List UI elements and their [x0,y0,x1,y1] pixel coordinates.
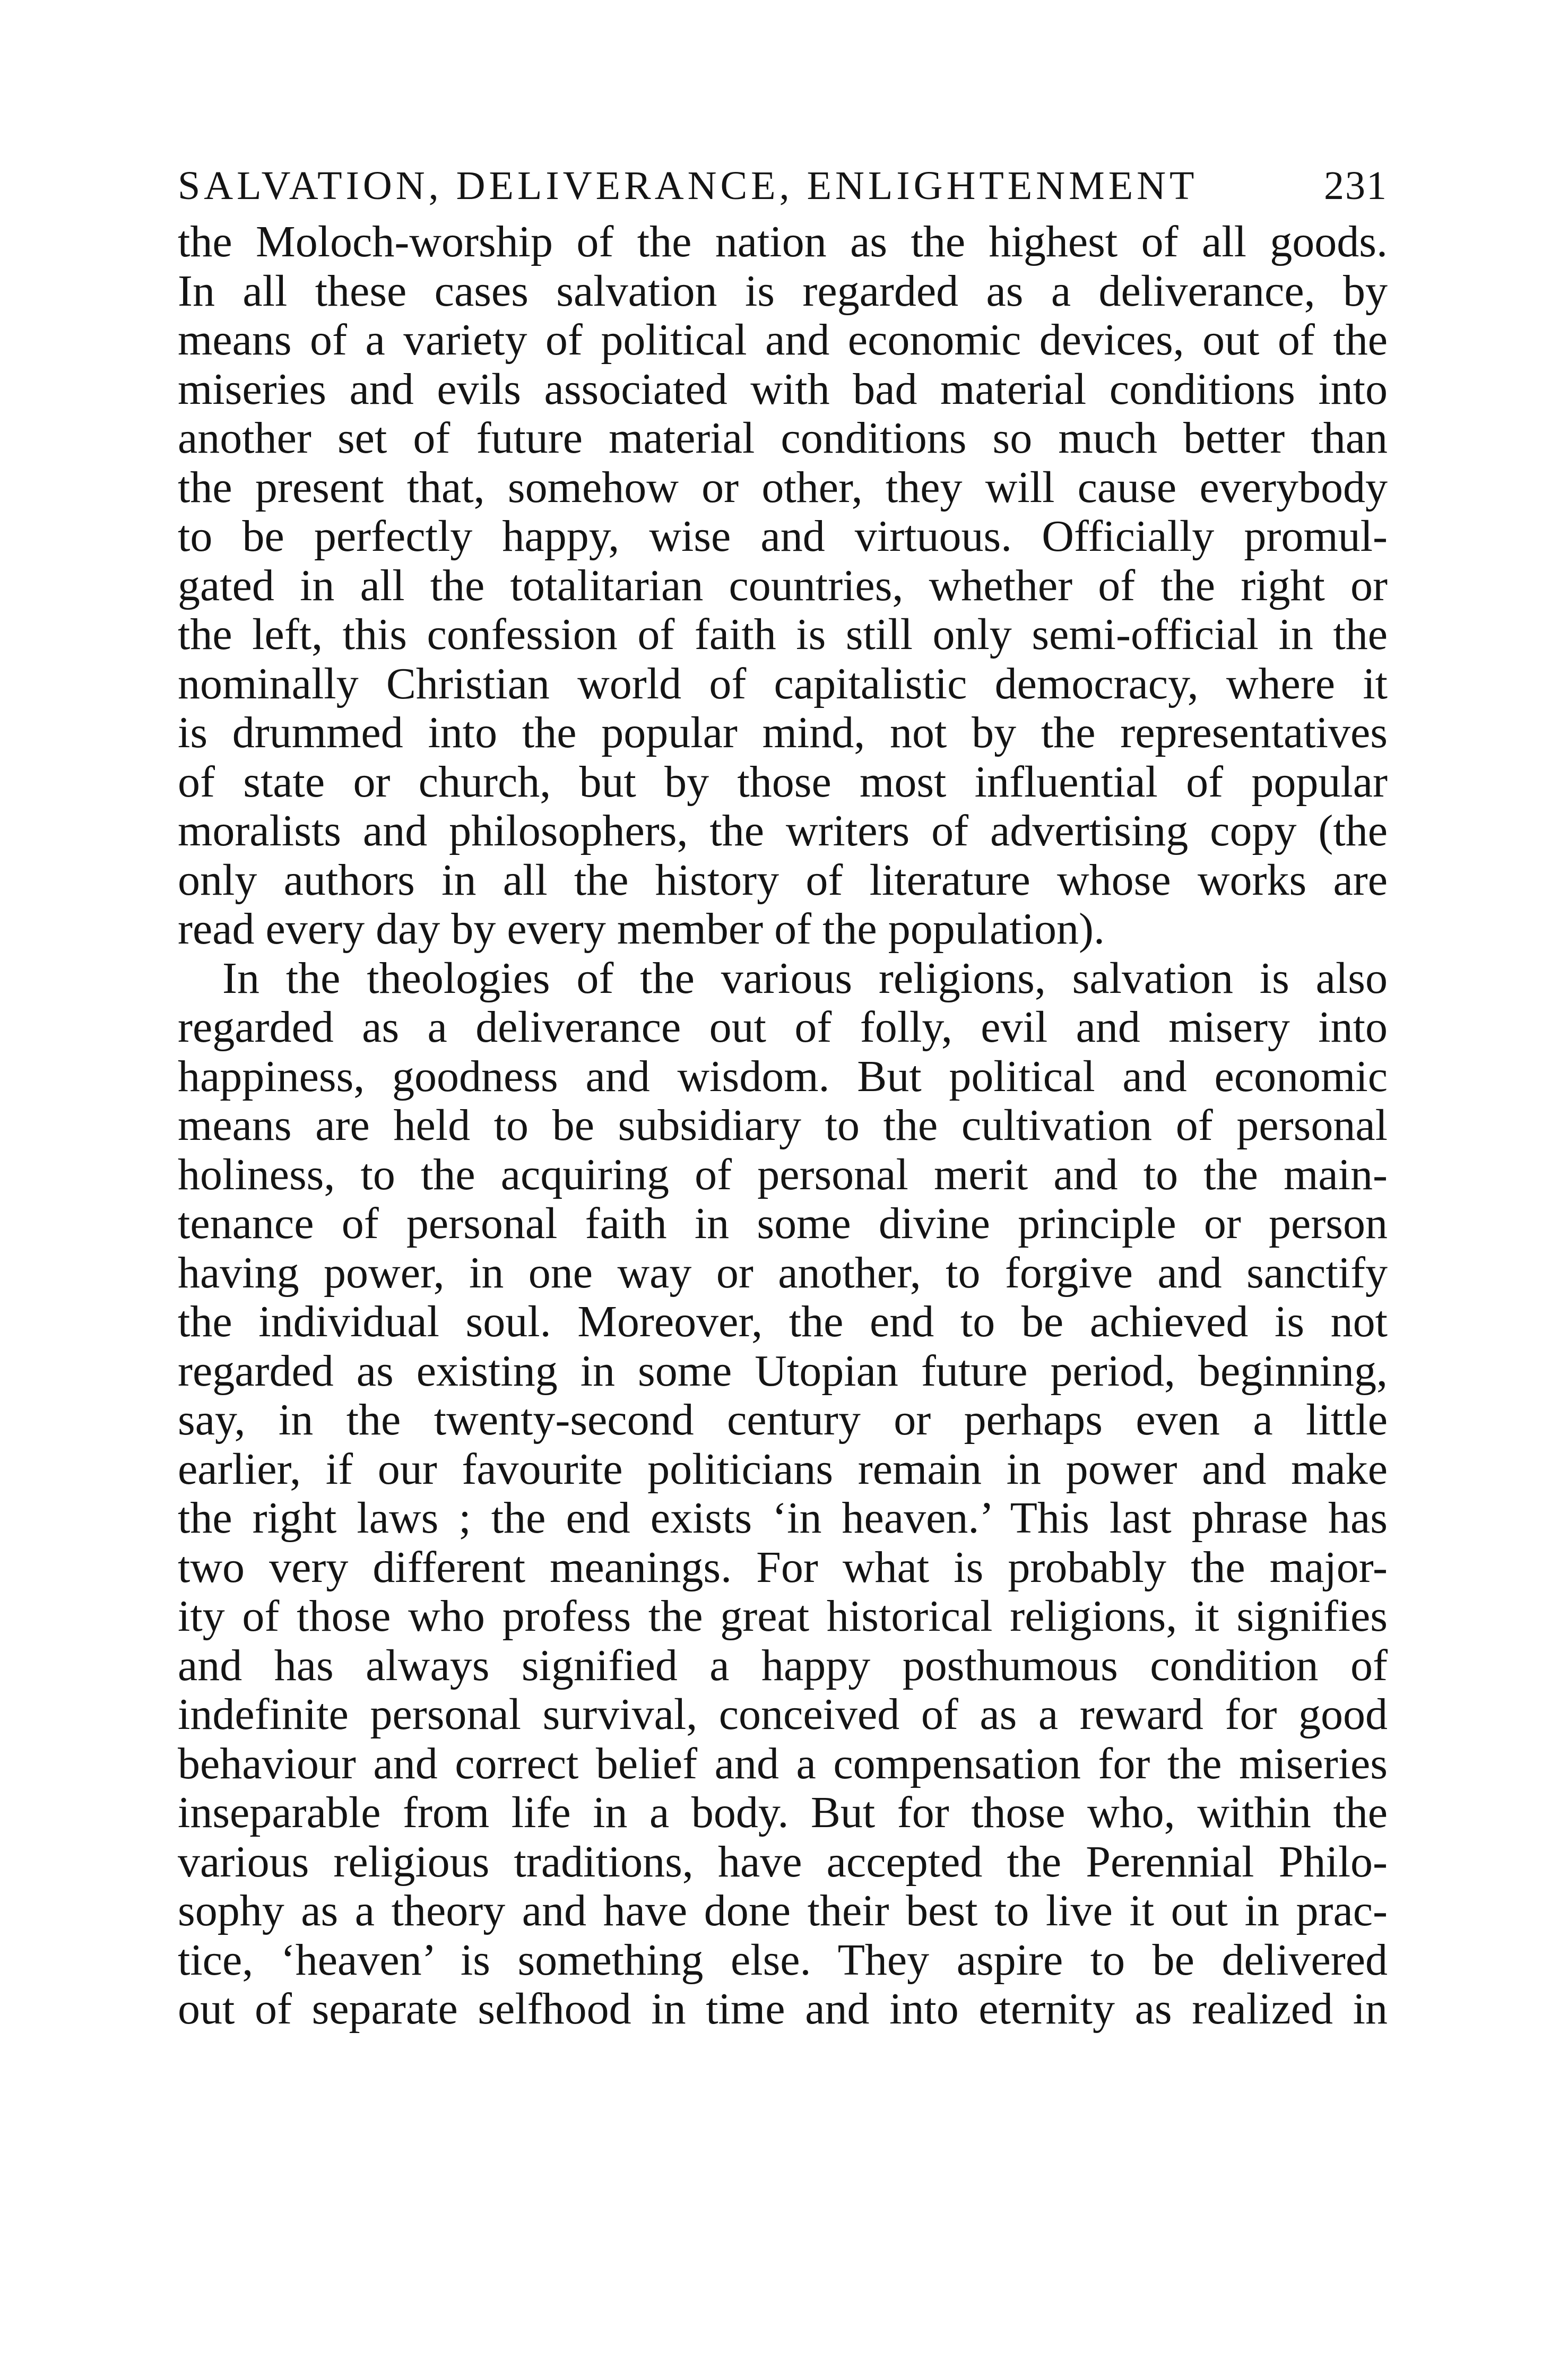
text-line: of state or church, but by those most influential of popular [178,757,1388,807]
text-line: ity of those who profess the great historical religions, it signifies [178,1591,1388,1641]
text-line: the individual soul. Moreover, the end to be achieved is not [178,1297,1388,1346]
text-line: means are held to be subsidiary to the cultivation of personal [178,1101,1388,1150]
text-line: holiness, to the acquiring of personal merit and to the main- [178,1149,1388,1199]
text-line: indefinite personal survival, conceived of as a reward for good [178,1690,1388,1739]
text-line: inseparable from life in a body. But for those who, within the [178,1788,1388,1837]
text-line: tenance of personal faith in some divine principle or person [178,1199,1388,1248]
text-line: and has always signified a happy posthumous condition of [178,1640,1388,1690]
text-line: earlier, if our favourite politicians remain in power and make [178,1444,1388,1494]
page-number: 231 [1324,163,1388,208]
text-line: the left, this confession of faith is still only semi-official in the [178,610,1388,659]
text-line: In all these cases salvation is regarded as a deliverance, by [178,266,1388,316]
text-line: sophy as a theory and have done their best to live it out in prac- [178,1886,1388,1935]
text-line: two very different meanings. For what is probably the major- [178,1542,1388,1592]
text-line: In the theologies of the various religions, salvation is also [222,953,1388,1003]
text-line: to be perfectly happy, wise and virtuous. Officially promul- [178,512,1388,561]
running-head-title: SALVATION, DELIVERANCE, ENLIGHTENMENT [178,163,1198,208]
text-line: regarded as a deliverance out of folly, evil and misery into [178,1002,1388,1052]
text-line: having power, in one way or another, to forgive and sanctify [178,1248,1388,1298]
text-line: nominally Christian world of capitalistic democracy, where it [178,659,1388,708]
text-line: moralists and philosophers, the writers of advertising copy (the [178,806,1388,855]
text-line: various religious traditions, have accepted the Perennial Philo- [178,1837,1388,1887]
text-line: another set of future material conditions so much better than [178,413,1388,463]
text-line: tice, ‘heaven’ is something else. They aspire to be delivered [178,1935,1388,1985]
text-line: miseries and evils associated with bad material conditions into [178,364,1388,414]
text-line: only authors in all the history of literature whose works are [178,855,1388,905]
running-head [178,154,1388,218]
text-line: happiness, goodness and wisdom. But political and economic [178,1051,1388,1101]
text-line: regarded as existing in some Utopian future period, beginning, [178,1346,1388,1396]
text-line: gated in all the totalitarian countries, whether of the right or [178,560,1388,610]
text-line: say, in the twenty-second century or perhaps even a little [178,1395,1388,1445]
text-line: the Moloch-worship of the nation as the highest of all goods. [178,217,1388,266]
body-text [178,218,1388,2034]
text-line: means of a variety of political and economic devices, out of the [178,315,1388,365]
text-line: is drummed into the popular mind, not by the representatives [178,708,1388,757]
book-page [178,154,1388,2034]
text-line: out of separate selfhood in time and into eternity as realized in [178,1984,1388,2034]
text-line: the present that, somehow or other, they will cause everybody [178,462,1388,512]
text-line: behaviour and correct belief and a compensation for the miseries [178,1738,1388,1788]
text-line: the right laws ; the end exists ‘in heaven.’ This last phrase has [178,1493,1388,1543]
text-line: read every day by every member of the population). [178,904,1105,954]
